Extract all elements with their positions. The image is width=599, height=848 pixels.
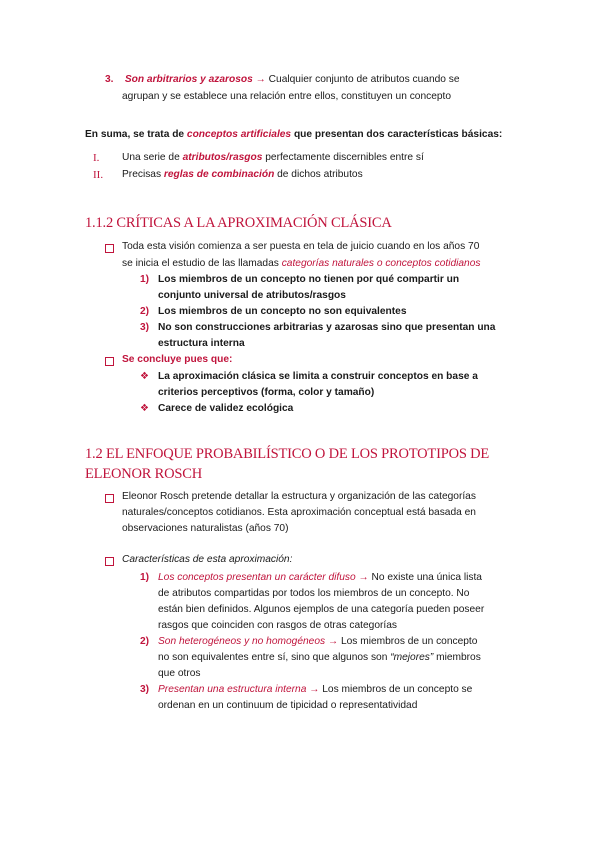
roman-number: I. (93, 152, 100, 164)
summary-post: que presentan dos características básicas: (291, 129, 503, 140)
roman-text: perfectamente discernibles entre sí (262, 152, 424, 163)
list-item-cont: que otros (158, 668, 201, 679)
summary-paragraph (85, 127, 502, 144)
roman-em: atributos/rasgos (182, 152, 263, 163)
diamond-bullet-icon: ❖ (140, 403, 149, 414)
list-item (158, 682, 472, 699)
roman-number: II. (93, 169, 104, 181)
bullet-text: observaciones naturalistas (años 70) (122, 523, 289, 534)
bullet-text: naturales/conceptos cotidianos. Esta aproximación conceptual está basada en (122, 507, 476, 518)
roman-text: Precisas (122, 169, 164, 180)
sub-item: La aproximación clásica se limita a construir conceptos en base a (158, 371, 478, 382)
checkbox-bullet-icon (105, 494, 114, 503)
summary-pre: En suma, se trata de (85, 129, 187, 140)
list-item-em: Son heterogéneos y no homogéneos (158, 636, 326, 647)
item-number: 3. (105, 74, 114, 85)
list-item: No son construcciones arbitrarias y azarosas sino que presentan una (158, 322, 496, 333)
list-item-em: Los conceptos presentan un carácter difuso (158, 572, 356, 583)
arrow-icon: → (358, 572, 369, 583)
list-number: 2) (140, 636, 150, 647)
list-item-text: no son equivalentes entre sí, sino que algunos son (158, 652, 391, 663)
diamond-bullet-icon: ❖ (140, 371, 149, 382)
list-number: 2) (140, 306, 150, 317)
list-item-cont: ordenan en un continuum de tipicidad o representatividad (158, 700, 418, 711)
checkbox-bullet-icon (105, 357, 114, 366)
roman-text: Una serie de (122, 152, 183, 163)
list-item-cont: de atributos compartidas por todos los miembros de un concepto. No (158, 588, 470, 599)
list-item-text: Los miembros de un concepto (338, 636, 478, 647)
checkbox-bullet-icon (105, 244, 114, 253)
list-item-text: miembros (433, 652, 481, 663)
list-item-cont: rasgos que coinciden con rasgos de otras categorías (158, 620, 397, 631)
sub-item-cont: criterios perceptivos (forma, color y tamaño) (158, 387, 375, 398)
list-item-3 (105, 72, 460, 105)
checkbox-bullet-icon (105, 557, 114, 566)
heading-line: 1.2 EL ENFOQUE PROBABILÍSTICO O DE LOS PROTOTIPOS DE (85, 446, 490, 462)
item-text: Cualquier conjunto de atributos cuando se (265, 74, 460, 85)
item-title: Son arbitrarios y azarosos (124, 74, 253, 85)
roman-text: de dichos atributos (274, 169, 363, 180)
section-heading: 1.1.2 CRÍTICAS A LA APROXIMACIÓN CLÁSICA (85, 215, 392, 231)
list-item-cont: están bien definidos. Algunos ejemplos de una categoría pueden poseer (158, 604, 485, 615)
arrow-icon: → (309, 684, 320, 695)
roman-em: reglas de combinación (163, 169, 275, 180)
bullet-text (122, 256, 480, 273)
list-item (158, 570, 482, 587)
summary-em: conceptos artificiales (186, 129, 292, 140)
section-heading (85, 444, 489, 484)
bullet-text: Eleonor Rosch pretende detallar la estructura y organización de las categorías (122, 491, 476, 502)
list-number: 3) (140, 322, 150, 333)
bullet-text: Características de esta aproximación: (122, 554, 293, 565)
list-item-text: Los miembros de un concepto se (319, 684, 473, 695)
list-item-cont (158, 650, 481, 667)
item-text-cont: agrupan y se establece una relación entre ellos, constituyen un concepto (122, 90, 452, 102)
list-item-text: No existe una única lista (368, 572, 482, 583)
heading-line: ELEONOR ROSCH (85, 466, 203, 482)
list-item: Los miembros de un concepto no tienen por qué compartir un (158, 274, 460, 285)
list-number: 1) (140, 572, 150, 583)
bullet-text-em: categorías naturales o conceptos cotidianos (281, 258, 481, 269)
roman-item (122, 150, 424, 167)
bullet-text-pre: se inicia el estudio de las llamadas (122, 258, 282, 269)
bullet-text: Toda esta visión comienza a ser puesta en tela de juicio cuando en los años 70 (122, 241, 480, 252)
arrow-icon: → (327, 636, 339, 647)
bullet-text: Se concluye pues que: (122, 354, 233, 365)
roman-item (122, 167, 363, 184)
sub-item: Carece de validez ecológica (158, 403, 294, 414)
list-item (158, 634, 477, 651)
list-item-em: Presentan una estructura interna (158, 684, 307, 695)
arrow-icon: → (255, 74, 266, 85)
list-number: 1) (140, 274, 150, 285)
list-item-em: “mejores” (390, 652, 434, 663)
list-item-cont: conjunto universal de atributos/rasgos (158, 290, 346, 301)
list-number: 3) (140, 684, 150, 695)
list-item-cont: estructura interna (158, 338, 245, 349)
list-item: Los miembros de un concepto no son equivalentes (158, 306, 407, 317)
